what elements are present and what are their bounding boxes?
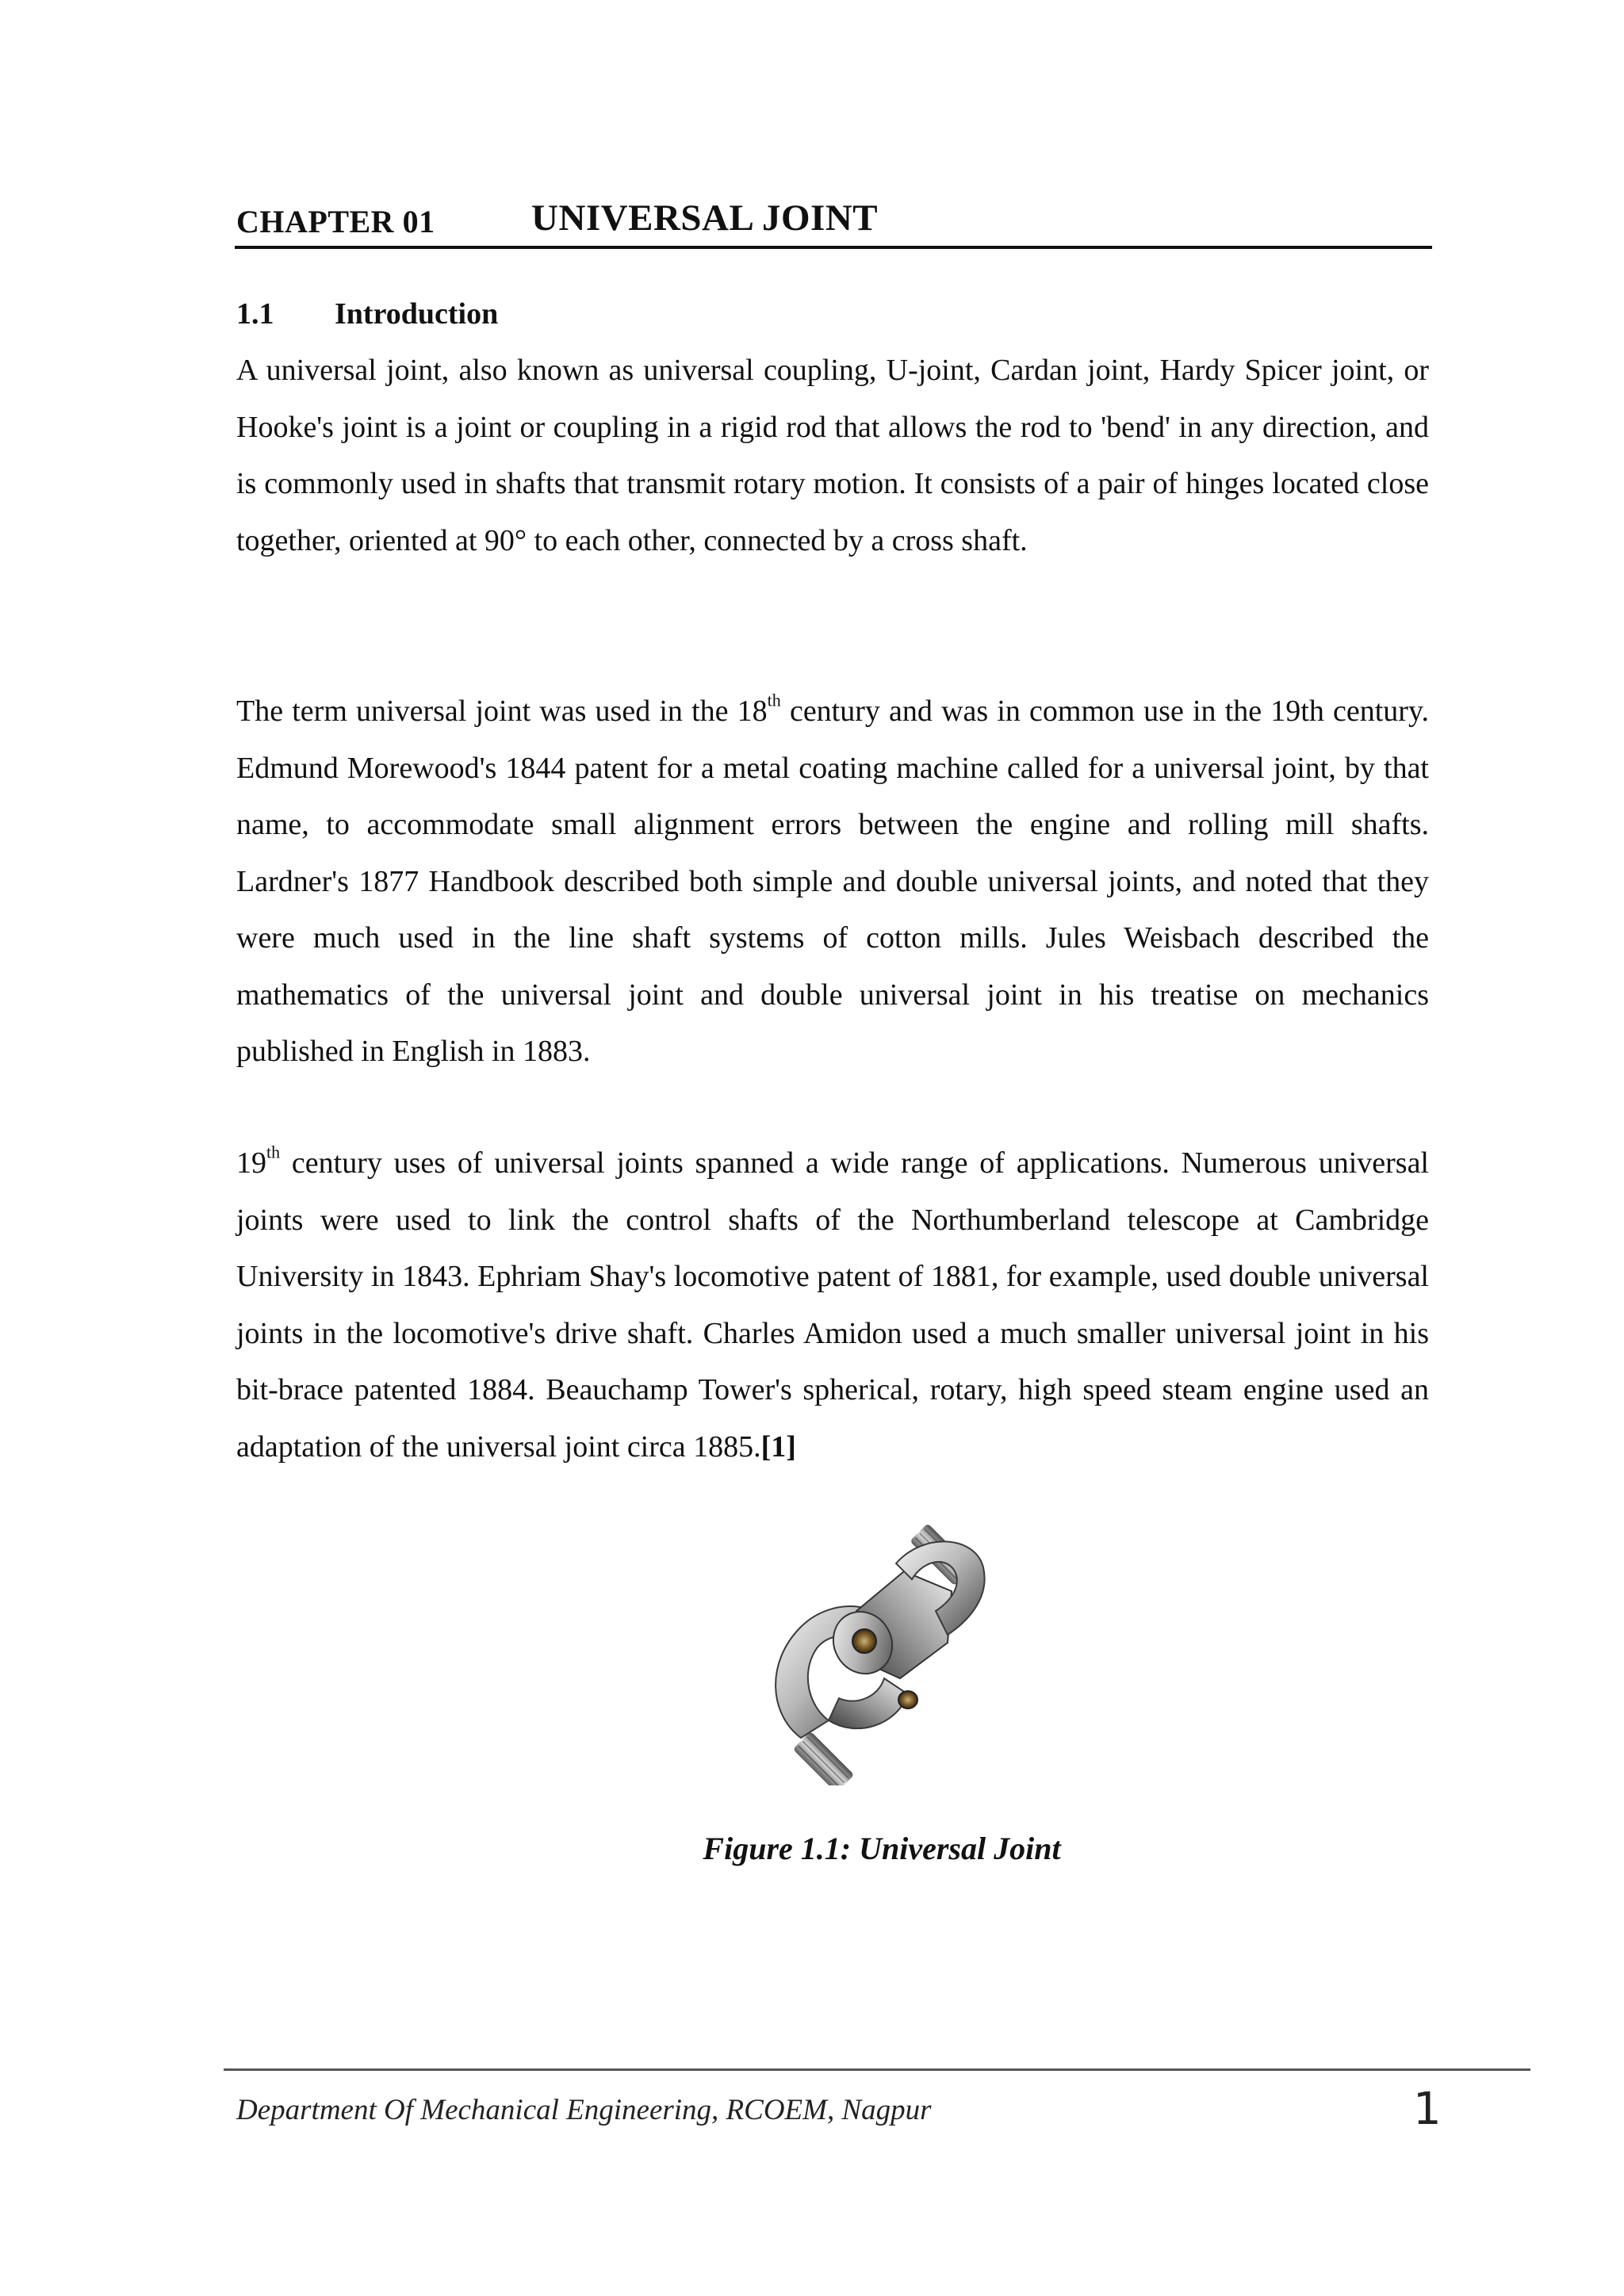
universal-joint-image — [745, 1516, 1031, 1785]
paragraph-history-text-start: The term universal joint was used in the 18 — [236, 695, 768, 728]
paragraph-applications-text-start: 19 — [236, 1146, 266, 1180]
section-title: Introduction — [335, 297, 499, 331]
paragraph-history — [236, 683, 1429, 1081]
citation-reference: [1] — [760, 1429, 796, 1464]
chapter-number: CHAPTER 01 — [236, 204, 435, 239]
chapter-header — [235, 197, 1432, 249]
paragraph-applications-text-end: century uses of universal joints spanned a wide range of applications. Numerous universal joints were used to link the control shafts of the Northumberland telescope at Cambridge University in 1843. Ephriam Shay's locomotive patent of 1881, for example, used double universal joints in the locomotive's drive shaft. Charles Amidon used a much smaller universal joint in his bit-brace patented 1884. Beauchamp Tower's spherical, rotary, high speed steam engine used an adaptation of the universal joint circa 1885. — [236, 1146, 1429, 1464]
ordinal-superscript: th — [266, 1142, 281, 1162]
ordinal-superscript: th — [767, 690, 781, 710]
figure-caption: Figure 1.1: Universal Joint — [703, 1831, 1061, 1866]
section-heading — [236, 297, 498, 331]
chapter-title: UNIVERSAL JOINT — [531, 197, 879, 239]
paragraph-definition: A universal joint, also known as universal coupling, U-joint, Cardan joint, Hardy Spicer joint, or Hooke's joint is a joint or coupling in a rigid rod that allows the rod to 'bend' in any direction, and is commonly used in shafts that transmit rotary motion. It consists of a pair of hinges located close together, oriented at 90° to each other, connected by a cross shaft. — [236, 354, 1429, 557]
page-number: 1 — [1413, 2084, 1442, 2135]
section-number: 1.1 — [236, 297, 274, 331]
paragraph-applications — [236, 1135, 1429, 1475]
paragraph-history-text-end: century and was in common use in the 19th century. Edmund Morewood's 1844 patent for a metal coating machine called for a universal joint, by that name, to accommodate small alignment errors between the engine and rolling mill shafts. Lardner's 1877 Handbook described both simple and double universal joints, and noted that they were much used in the line shaft systems of cotton mills. Jules Weisbach described the mathematics of the universal joint and double universal joint in his treatise on mechanics published in English in 1883. — [236, 695, 1429, 1068]
footer-divider — [224, 2068, 1530, 2071]
footer-department: Department Of Mechanical Engineering, RCOEM, Nagpur — [236, 2094, 932, 2126]
